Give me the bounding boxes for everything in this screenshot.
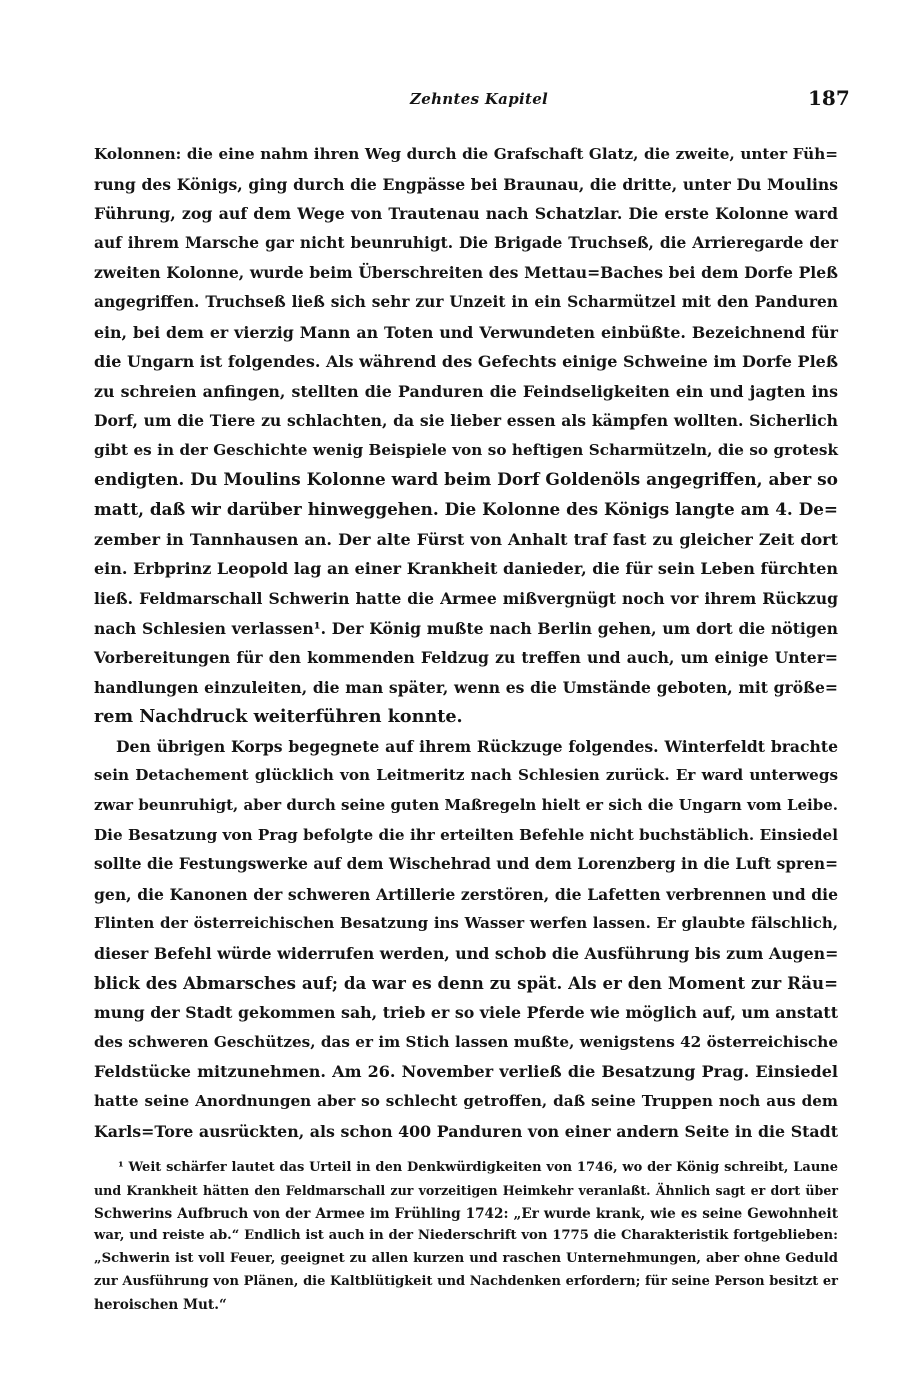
footnotes [94,1157,838,1317]
footnote-line: ¹ Weit schärfer lautet das Urteil in den Denkwürdigkeiten von 1746, wo der König schreibt, Laune [118,1160,838,1175]
text-line: Den übrigen Korps begegnete auf ihrem Rückzuge folgendes. Winterfeldt brachte [116,736,838,756]
text-line: auf ihrem Marsche gar nicht beunruhigt. Die Brigade Truchseß, die Arrieregarde der [94,233,838,252]
text-line: zember in Tannhausen an. Der alte Fürst von Anhalt traf fast zu gleicher Zeit dort [94,529,838,549]
footnote-line: heroischen Mut.“ [94,1296,227,1313]
text-line: zu schreien anfingen, stellten die Panduren die Feindseligkeiten ein und jagten ins [94,381,838,401]
text-line: rem Nachdruck weiterführen konnte. [94,706,463,728]
text-line: Die Besatzung von Prag befolgte die ihr erteilten Befehle nicht buchstäblich. Einsiedel [94,825,838,844]
text-line: ein, bei dem er vierzig Mann an Toten und Verwundeten einbüßte. Bezeichnend für [94,322,838,342]
text-line: ein. Erbprinz Leopold lag an einer Krankheit danieder, die für sein Leben fürchten [94,559,838,579]
text-line: endigten. Du Moulins Kolonne ward beim Dorf Goldenöls angegriffen, aber so [94,469,838,490]
text-line: zweiten Kolonne, wurde beim Überschreiten des Mettau=Baches bei dem Dorfe Pleß [94,263,838,283]
text-line: handlungen einzuleiten, die man später, wenn es die Umstände geboten, mit größe= [94,677,838,697]
text-line: matt, daß wir darüber hinweggehen. Die Kolonne des Königs langte am 4. De= [94,499,838,520]
text-line: sollte die Festungswerke auf dem Wischehrad und dem Lorenzberg in die Luft spren= [94,855,838,874]
body-text [94,140,838,1146]
text-line: gibt es in der Geschichte wenig Beispiele von so heftigen Scharmützeln, die so grotesk [94,440,838,459]
footnote-line: „Schwerin ist voll Feuer, geeignet zu allen kurzen und raschen Unternehmungen, aber ohne Geduld [94,1251,838,1267]
text-line: mung der Stadt gekommen sah, trieb er so viele Pferde wie möglich auf, um anstatt [94,1003,838,1023]
text-line: Flinten der österreichischen Besatzung ins Wasser werfen lassen. Er glaubte fälschlich, [94,914,838,933]
footnote-line: Schwerins Aufbruch von der Armee im Frühling 1742: „Er wurde krank, wie es seine Gewohnheit [94,1205,838,1222]
text-line: angegriffen. Truchseß ließ sich sehr zur Unzeit in ein Scharmützel mit den Panduren [94,292,838,311]
text-line: Kolonnen: die eine nahm ihren Weg durch die Grafschaft Glatz, die zweite, unter Füh= [94,145,838,163]
text-line: Führung, zog auf dem Wege von Trautenau nach Schatzlar. Die erste Kolonne ward [94,204,838,224]
text-line: des schweren Geschützes, das er im Stich lassen mußte, wenigstens 42 österreichische [94,1032,838,1051]
page-number: 187 [808,86,850,110]
text-line: zwar beunruhigt, aber durch seine guten Maßregeln hielt er sich die Ungarn vom Leibe. [94,796,838,815]
text-line: dieser Befehl würde widerrufen werden, und schob die Ausführung bis zum Augen= [94,944,839,964]
text-line: rung des Königs, ging durch die Engpässe bei Braunau, die dritte, unter Du Moulins [94,174,838,194]
text-line: Karls=Tore ausrückten, als schon 400 Panduren von einer andern Seite in die Stadt [94,1121,838,1141]
footnote-line: war, und reiste ab.“ Endlich ist auch in der Niederschrift von 1775 die Charakteristik fortgeblieben: [94,1228,838,1244]
text-line: ließ. Feldmarschall Schwerin hatte die Armee mißvergnügt noch vor ihrem Rückzug [94,588,838,608]
footnote-line: zur Ausführung von Plänen, die Kaltblütigkeit und Nachdenken erfordern; für seine Person besitzt er [94,1273,838,1289]
text-line: Feldstücke mitzunehmen. Am 26. November verließ die Besatzung Prag. Einsiedel [94,1062,838,1082]
text-line: Vorbereitungen für den kommenden Feldzug zu treffen und auch, um einige Unter= [94,648,838,668]
text-line: Dorf, um die Tiere zu schlachten, da sie lieber essen als kämpfen wollten. Sicherlich [94,411,838,431]
text-line: nach Schlesien verlassen¹. Der König mußte nach Berlin gehen, um dort die nötigen [94,618,838,638]
text-line: gen, die Kanonen der schweren Artillerie zerstören, die Lafetten verbrennen und die [94,884,838,904]
text-line: die Ungarn ist folgendes. Als während des Gefechts einige Schweine im Dorfe Pleß [94,352,838,372]
text-line: hatte seine Anordnungen aber so schlecht getroffen, daß seine Truppen noch aus dem [94,1092,838,1110]
text-line: sein Detachement glücklich von Leitmeritz nach Schlesien zurück. Er ward unterwegs [94,766,838,785]
running-head: Zehntes Kapitel [410,90,549,108]
text-line: blick des Abmarsches auf; da war es denn zu spät. Als er den Moment zur Räu= [94,972,838,993]
footnote-line: und Krankheit hätten den Feldmarschall zur vorzeitigen Heimkehr veranlaßt. Ähnlich sagt er dort über [94,1182,838,1198]
